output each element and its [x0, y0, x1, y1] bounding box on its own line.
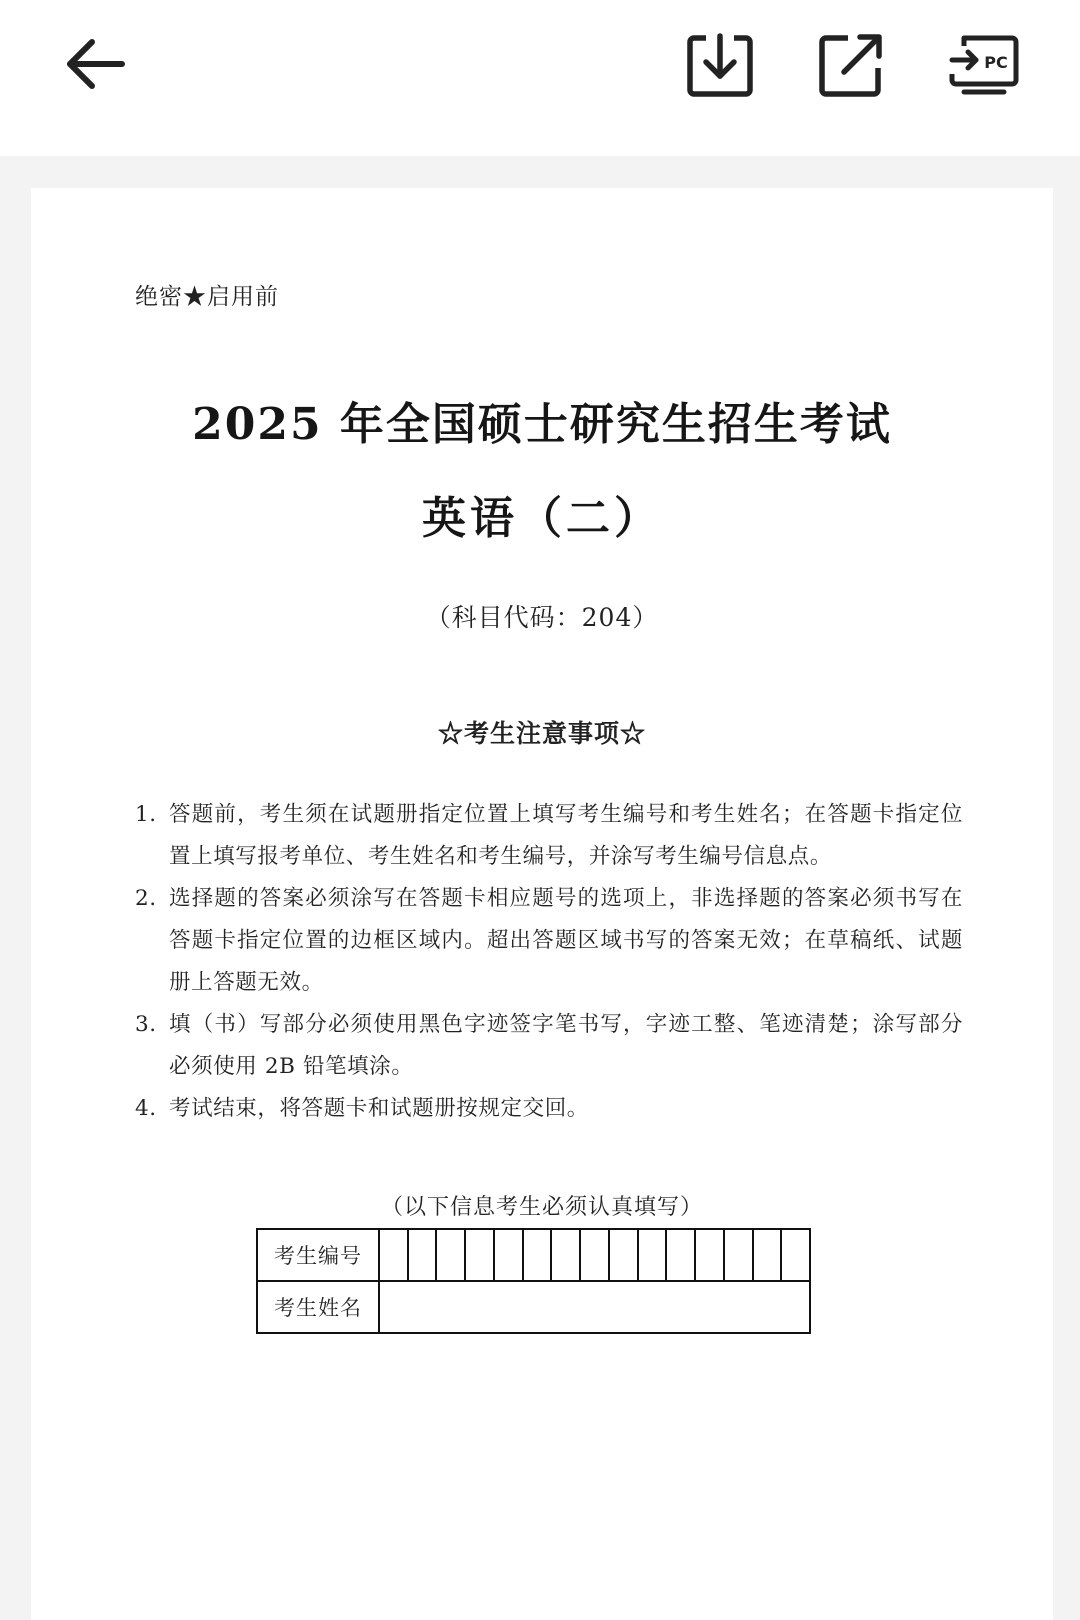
candidate-id-digit-box[interactable]	[407, 1230, 436, 1280]
share-button[interactable]	[818, 30, 886, 100]
candidate-id-digit-box[interactable]	[464, 1230, 493, 1280]
instruction-text: 选择题的答案必须涂写在答题卡相应题号的选项上，非选择题的答案必须书写在答题卡指定位置的边框区域内。超出答题区域书写的答案无效；在草稿纸、试题册上答题无效。	[169, 886, 963, 995]
candidate-id-digit-box[interactable]	[637, 1230, 666, 1280]
instruction-text: 填（书）写部分必须使用黑色字迹签字笔书写，字迹工整、笔迹清楚；涂写部分必须使用 2B 铅笔填涂。	[169, 1012, 963, 1079]
send-to-pc-button[interactable]	[948, 30, 1020, 102]
candidate-name-label: 考生姓名	[257, 1281, 379, 1333]
candidate-name-row	[257, 1281, 810, 1333]
candidate-id-digit-box[interactable]	[579, 1230, 608, 1280]
instructions-list	[135, 794, 963, 1130]
share-icon	[818, 30, 886, 100]
instruction-number: 3.	[135, 1012, 157, 1037]
instruction-text: 考试结束，将答题卡和试题册按规定交回。	[169, 1096, 589, 1121]
instruction-text: 答题前，考生须在试题册指定位置上填写考生编号和考生姓名；在答题卡指定位置上填写报考单位、考生姓名和考生编号，并涂写考生编号信息点。	[169, 802, 963, 869]
fill-note: （以下信息考生必须认真填写）	[380, 1195, 703, 1220]
download-icon	[686, 30, 754, 100]
back-button[interactable]	[60, 30, 136, 106]
candidate-id-digit-box[interactable]	[780, 1230, 809, 1280]
exam-subject: 英语（二）	[422, 493, 662, 544]
instruction-item	[135, 878, 963, 1004]
candidate-id-field	[379, 1229, 810, 1281]
candidate-id-digit-box[interactable]	[550, 1230, 579, 1280]
instruction-number: 1.	[135, 802, 157, 827]
candidate-id-digit-box[interactable]	[723, 1230, 752, 1280]
download-button[interactable]	[686, 30, 754, 100]
candidate-id-digit-box[interactable]	[665, 1230, 694, 1280]
candidate-id-digit-box[interactable]	[752, 1230, 781, 1280]
instruction-item	[135, 1088, 963, 1130]
candidate-id-digit-boxes	[380, 1230, 809, 1280]
candidate-id-digit-box[interactable]	[435, 1230, 464, 1280]
candidate-id-label: 考生编号	[257, 1229, 379, 1281]
candidate-id-digit-box[interactable]	[694, 1230, 723, 1280]
instruction-number: 2.	[135, 886, 157, 911]
pc-label: PC	[984, 53, 1008, 72]
notice-heading: ☆考生注意事项☆	[437, 719, 646, 748]
candidate-info-table	[256, 1228, 811, 1334]
candidate-id-digit-box[interactable]	[380, 1230, 407, 1280]
instruction-item	[135, 1004, 963, 1088]
candidate-id-digit-box[interactable]	[493, 1230, 522, 1280]
candidate-id-row	[257, 1229, 810, 1281]
instruction-number: 4.	[135, 1096, 157, 1121]
candidate-id-digit-box[interactable]	[608, 1230, 637, 1280]
candidate-name-field[interactable]	[379, 1281, 810, 1333]
top-toolbar	[0, 0, 1080, 156]
instruction-item	[135, 794, 963, 878]
candidate-id-digit-box[interactable]	[522, 1230, 551, 1280]
confidential-mark: 绝密★启用前	[135, 284, 279, 310]
subject-code: （科目代码：204）	[425, 603, 659, 632]
send-to-pc-icon	[948, 30, 1020, 102]
exam-title: 2025 年全国硕士研究生招生考试	[192, 399, 892, 450]
document-page	[31, 188, 1053, 1620]
arrow-left-icon	[60, 30, 136, 106]
